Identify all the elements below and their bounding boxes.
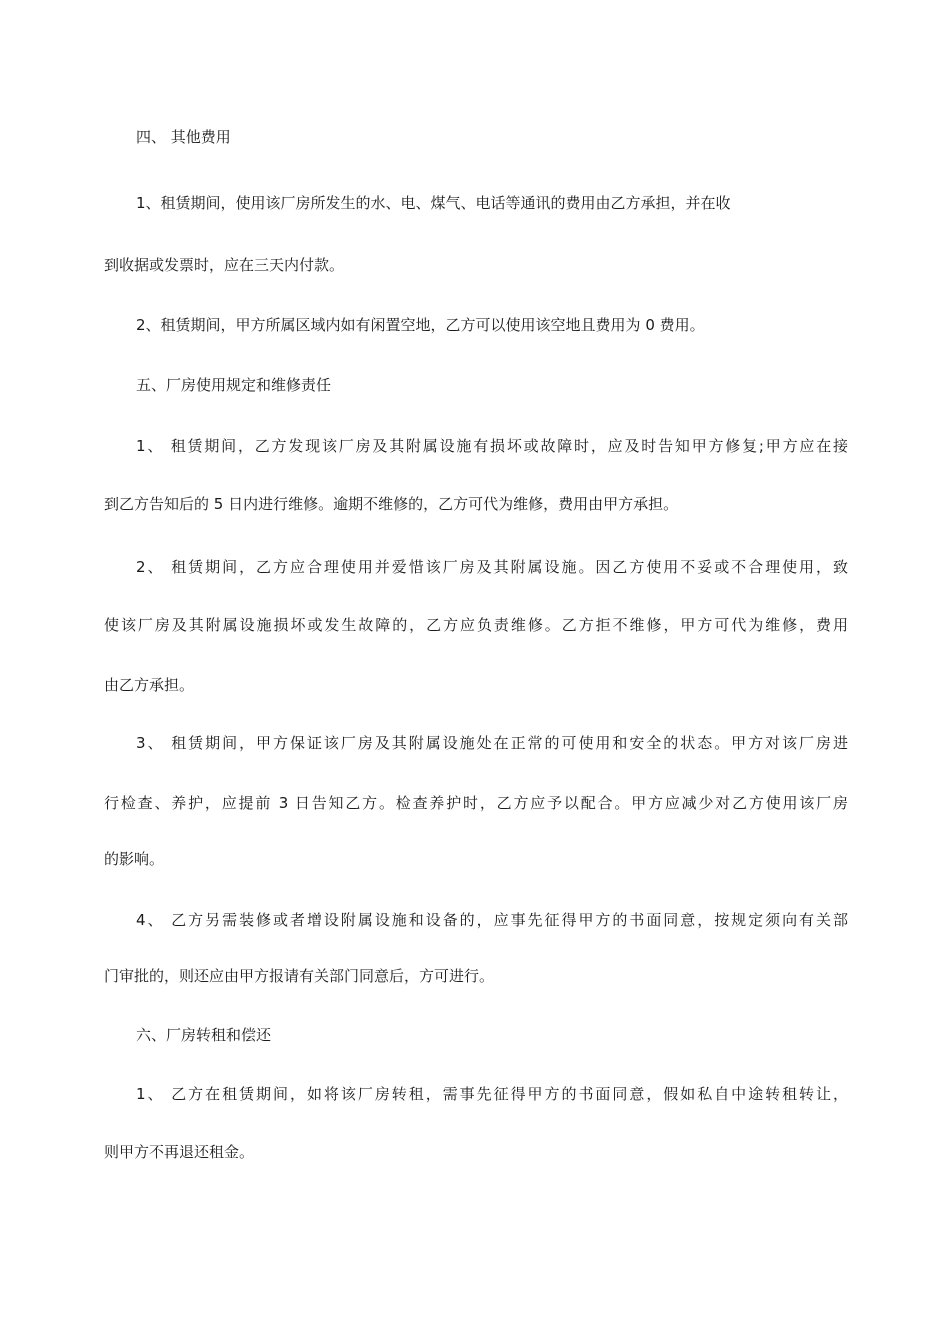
paragraph-line: 门审批的，则还应由甲方报请有关部门同意后，方可进行。 <box>104 967 495 985</box>
paragraph-line: 到收据或发票时，应在三天内付款。 <box>104 256 345 274</box>
paragraph-line: 由乙方承担。 <box>104 676 195 694</box>
paragraph-line: 使该厂房及其附属设施损坏或发生故障的，乙方应负责维修。乙方拒不维修，甲方可代为维修，费用 <box>104 616 848 634</box>
section-heading-sublease: 六、厂房转租和偿还 <box>136 1026 272 1044</box>
paragraph-line: 则甲方不再退还租金。 <box>104 1143 255 1161</box>
paragraph-line: 2、租赁期间，甲方所属区域内如有闲置空地，乙方可以使用该空地且费用为 0 费用。 <box>136 316 705 334</box>
paragraph-line: 的影响。 <box>104 850 165 868</box>
paragraph-line: 3、 租赁期间，甲方保证该厂房及其附属设施处在正常的可使用和安全的状态。甲方对该厂房进 <box>136 734 848 752</box>
paragraph-line: 行检查、养护，应提前 3 日告知乙方。检查养护时，乙方应予以配合。甲方应减少对乙方使用该厂房 <box>104 794 848 812</box>
paragraph-line: 2、 租赁期间，乙方应合理使用并爱惜该厂房及其附属设施。因乙方使用不妥或不合理使用，致 <box>136 558 848 576</box>
paragraph-line: 4、 乙方另需装修或者增设附属设施和设备的，应事先征得甲方的书面同意，按规定须向有关部 <box>136 911 848 929</box>
paragraph-line: 1、 租赁期间，乙方发现该厂房及其附属设施有损坏或故障时，应及时告知甲方修复;甲方应在接 <box>136 437 848 455</box>
paragraph-line: 到乙方告知后的 5 日内进行维修。逾期不维修的，乙方可代为维修，费用由甲方承担。 <box>104 495 679 513</box>
section-heading-usage-repair: 五、厂房使用规定和维修责任 <box>136 376 332 394</box>
paragraph-line: 1、 乙方在租赁期间，如将该厂房转租，需事先征得甲方的书面同意，假如私自中途转租转让， <box>136 1085 848 1103</box>
section-heading-other-fees: 四、 其他费用 <box>136 128 231 146</box>
paragraph-line: 1、租赁期间，使用该厂房所发生的水、电、煤气、电话等通讯的费用由乙方承担，并在收 <box>136 194 731 212</box>
